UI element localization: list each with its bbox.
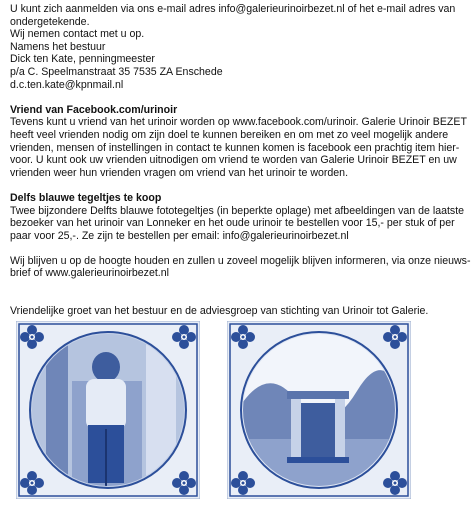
intro-line-3: Namens het bestuur — [10, 40, 106, 53]
tiles-heading: Delfs blauwe tegeltjes te koop — [10, 191, 162, 204]
facebook-heading: Vriend van Facebook.com/urinoir — [10, 103, 178, 116]
newsletter-body: Wij blijven u op de hoogte houden en zullen u zoveel mogelijk blijven informeren, via onze nieuws- brief of www.galerieurinoirbezet.nl — [10, 254, 471, 280]
facebook-body: Tevens kunt u vriend van het urinoir worden op www.facebook.com/urinoir. Galerie Urinoir BEZET heeft veel vrienden nodig om zijn doel te kunnen bereiken en om met zo veel mogelijk andere vrienden, mensen of instellingen in contact te kunnen komen is facebook een prachtig item hier- voor. U kunt ook uw vrienden uitnodigen om vriend te worden van Galerie Urinoir BEZET en uw vrienden weer hun vrienden vragen om vriend van het urinoir te worden. — [10, 116, 467, 179]
delft-tiles — [10, 321, 466, 501]
intro-email: d.c.ten.kate@kpnmail.nl — [10, 78, 124, 91]
delft-tile-urinal — [227, 321, 411, 499]
tile-visitor-image — [16, 321, 200, 499]
intro-line-1: U kunt zich aanmelden via ons e-mail adres info@galerieurinoirbezet.nl of het e-mail adres van ondergetekende. — [10, 3, 456, 28]
tile-urinal-image — [227, 321, 411, 499]
intro-line-2: Wij nemen contact met u op. — [10, 28, 145, 41]
letter-text — [10, 3, 472, 318]
intro-line-4: Dick ten Kate, penningmeester — [10, 53, 155, 66]
tiles-body: Twee bijzondere Delfts blauwe fototegeltjes (in beperkte oplage) met afbeeldingen van de laatste bezoeker van het urinoir van Lonneker en het oude urinoir te bestellen voor 15,- per stuk of per paar voor 25,-. Ze zijn te bestellen per email: info@galerieurinoirbezet.nl — [10, 204, 465, 242]
intro-line-5: p/a C. Speelmanstraat 35 7535 ZA Enschede — [10, 65, 223, 78]
closing-text: Vriendelijke groet van het bestuur en de adviesgroep van stichting van Urinoir tot Galerie. — [10, 305, 429, 318]
delft-tile-visitor — [16, 321, 200, 499]
